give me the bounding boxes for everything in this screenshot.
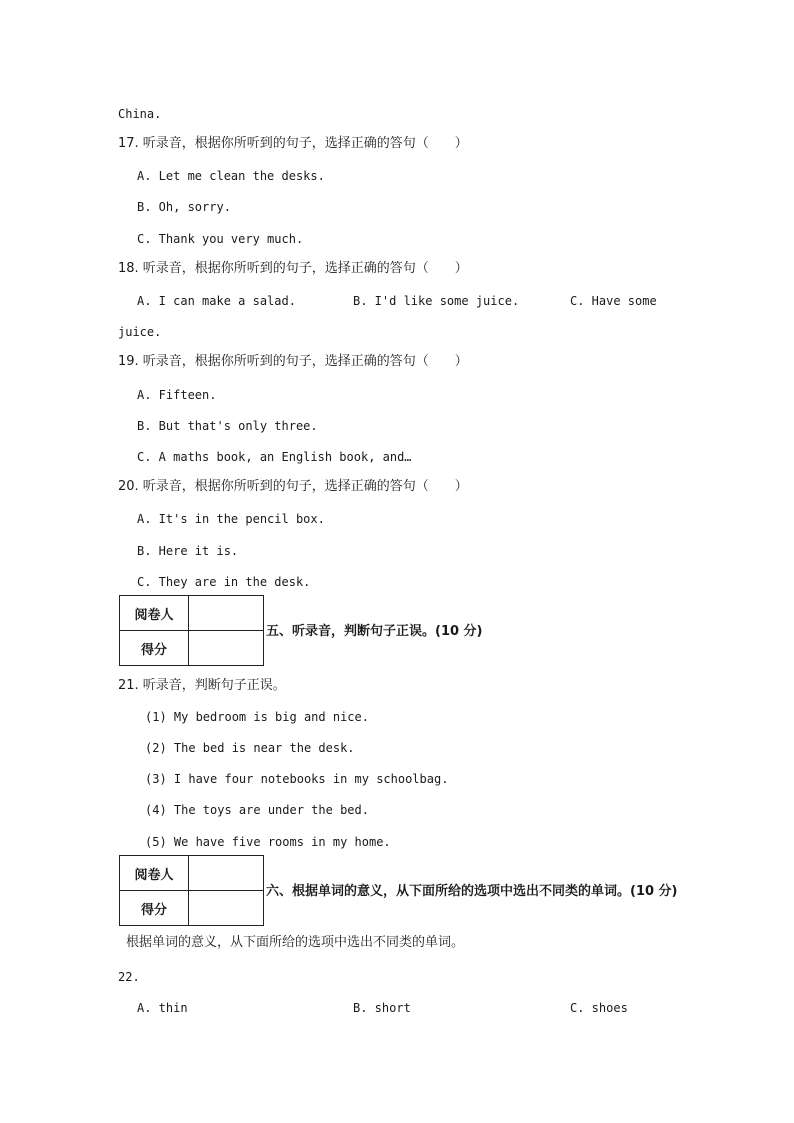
question-18-stem: 18. 听录音，根据你所听到的句子，选择正确的答句（ ） xyxy=(118,261,468,276)
question-17-option-a: A. Let me clean the desks. xyxy=(137,169,325,183)
question-20-stem: 20. 听录音，根据你所听到的句子，选择正确的答句（ ） xyxy=(118,479,468,494)
question-21-item-4: (4) The toys are under the bed. xyxy=(145,803,369,817)
section-5-title: 五、听录音，判断句子正误。(10 分) xyxy=(266,624,483,639)
question-20-option-c: C. They are in the desk. xyxy=(137,575,311,589)
section-6-instruction: 根据单词的意义，从下面所给的选项中选出不同类的单词。 xyxy=(126,935,465,950)
question-21-item-1: (1) My bedroom is big and nice. xyxy=(145,710,369,724)
grader-label: 阅卷人 xyxy=(120,856,189,891)
section-6-title: 六、根据单词的意义，从下面所给的选项中选出不同类的单词。(10 分) xyxy=(266,884,678,899)
score-label: 得分 xyxy=(120,631,189,666)
question-18-option-b: B. I'd like some juice. xyxy=(353,294,520,308)
question-21-item-3: (3) I have four notebooks in my schoolbag. xyxy=(145,772,449,786)
question-21-stem: 21. 听录音，判断句子正误。 xyxy=(118,678,286,693)
question-22-option-a: A. thin xyxy=(137,1001,188,1015)
score-box-section-5 xyxy=(119,595,264,666)
grader-cell[interactable] xyxy=(189,856,264,891)
question-22-option-b: B. short xyxy=(353,1001,411,1015)
score-label: 得分 xyxy=(120,891,189,926)
question-19-option-c: C. A maths book, an English book, and… xyxy=(137,450,412,464)
score-cell[interactable] xyxy=(189,891,264,926)
question-18-option-c: C. Have some xyxy=(570,294,657,308)
grader-cell[interactable] xyxy=(189,596,264,631)
question-19-option-b: B. But that's only three. xyxy=(137,419,318,433)
question-17-option-c: C. Thank you very much. xyxy=(137,232,304,246)
question-20-option-a: A. It's in the pencil box. xyxy=(137,512,325,526)
grader-label: 阅卷人 xyxy=(120,596,189,631)
question-19-stem: 19. 听录音，根据你所听到的句子，选择正确的答句（ ） xyxy=(118,354,468,369)
question-21-item-2: (2) The bed is near the desk. xyxy=(145,741,355,755)
question-20-option-b: B. Here it is. xyxy=(137,544,239,558)
question-18-option-a: A. I can make a salad. xyxy=(137,294,296,308)
question-22-number: 22. xyxy=(118,970,140,984)
question-17-option-b: B. Oh, sorry. xyxy=(137,200,231,214)
score-cell[interactable] xyxy=(189,631,264,666)
question-21-item-5: (5) We have five rooms in my home. xyxy=(145,835,391,849)
question-19-option-a: A. Fifteen. xyxy=(137,388,217,402)
question-22-option-c: C. shoes xyxy=(570,1001,628,1015)
question-17-stem: 17. 听录音，根据你所听到的句子，选择正确的答句（ ） xyxy=(118,136,468,151)
score-box-section-6 xyxy=(119,855,264,926)
question-18-option-c-continued: juice. xyxy=(118,325,162,339)
continuation-text: China. xyxy=(118,107,162,121)
